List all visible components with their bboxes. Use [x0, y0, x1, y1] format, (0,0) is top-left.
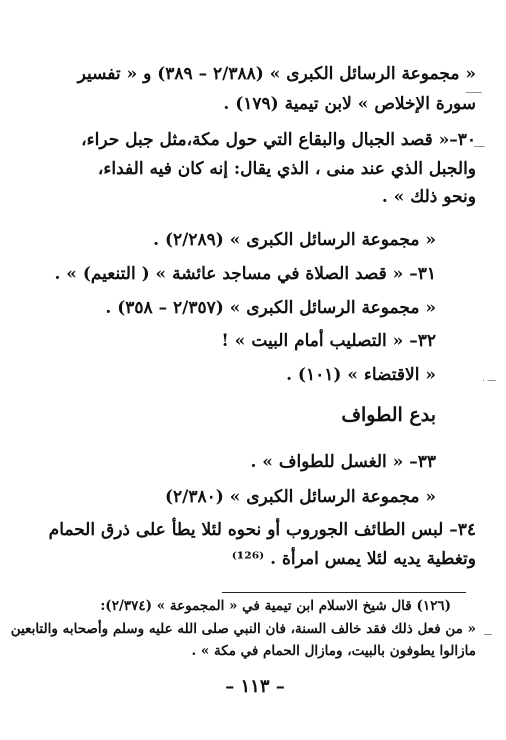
text-line-8: « مجموعة الرسائل الكبرى » (٢/٣٥٧ – ٣٥٨) . [105, 298, 436, 318]
text-line-9: ٣٢– « التصليب أمام البيت » ! [221, 331, 436, 351]
footnote-line-1: (١٢٦) قال شيخ الاسلام ابن تيمية في « المجموعة » (٢/٣٧٤): [100, 598, 451, 614]
text-line-10: « الاقتضاء » (١٠١) . [286, 365, 436, 385]
footnote-separator [222, 592, 466, 593]
text-line-5: ونحو ذلك » . [381, 187, 476, 207]
margin-mark: ــــــ [466, 86, 482, 96]
footnote-line-2: « من فعل ذلك فقد خالف السنة، فان النبي صلى الله عليه وسلم وأصحابه والتابعين [10, 621, 476, 637]
text-line-6: « مجموعة الرسائل الكبرى » (٢/٢٨٩) . [153, 230, 436, 250]
margin-mark: ــــ [474, 140, 485, 150]
text-line-15: وتغطية يديه لئلا يمس امرأة . ⁽¹²⁶⁾ [231, 549, 476, 569]
footnote-line-3: مازالوا يطوفون بالبيت، ومازال الحمام في مكة » . [191, 643, 476, 659]
text-line-12: ٣٣– « الغسل للطواف » . [250, 452, 436, 472]
margin-mark: . ـــ [482, 374, 496, 384]
text-line-2: سورة الإخلاص » لابن تيمية (١٧٩) . [223, 94, 476, 114]
text-line-3: ٣٠–« قصد الجبال والبقاع التي حول مكة،مثل جبل حراء، [81, 130, 476, 150]
page-number: – ١١٣ – [225, 676, 285, 697]
text-line-4: والجبل الذي عند منى ، الذي يقال: إنه كان فيه الفداء، [97, 159, 476, 179]
section-heading: بدع الطواف [341, 404, 436, 426]
text-line-13: « مجموعة الرسائل الكبرى » (٢/٣٨٠) [164, 487, 436, 507]
text-line-7: ٣١– « قصد الصلاة في مساجد عائشة » ( التنعيم) » . [54, 264, 436, 284]
text-line-14: ٣٤– لبس الطائف الجوروب أو نحوه لئلا يطأ على ذرق الحمام [48, 520, 476, 540]
margin-mark: ـــ [484, 628, 492, 638]
text-line-1: « مجموعة الرسائل الكبرى » (٢/٣٨٨ – ٣٨٩) و « تفسير [77, 64, 476, 84]
